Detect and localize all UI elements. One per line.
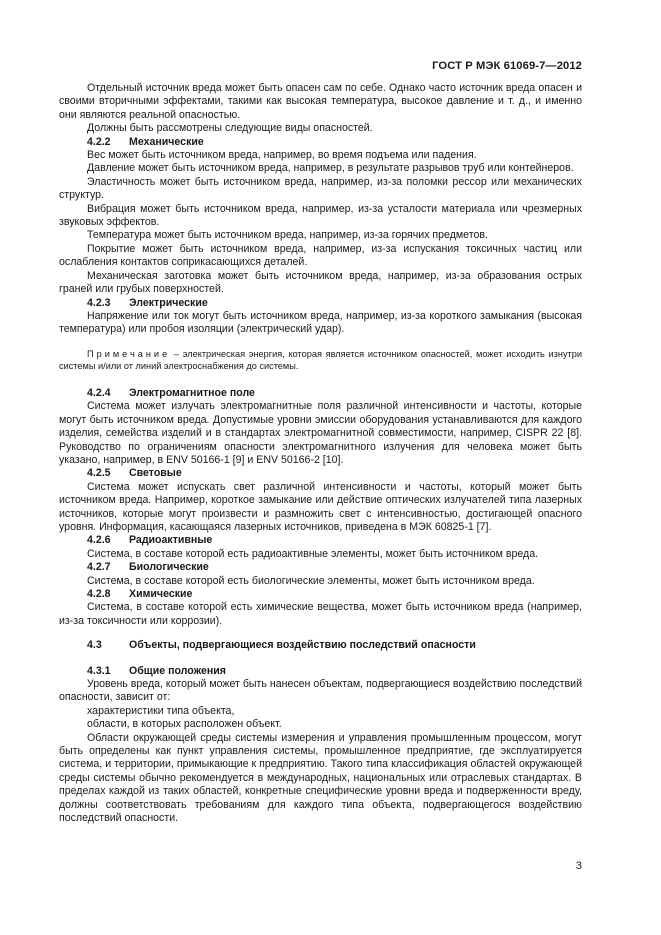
section-title: Химические [129,588,193,600]
note-label: Примечание [87,348,171,359]
paragraph: Система, в составе которой есть радиоактивные элементы, может быть источником вреда. [87,547,539,560]
paragraph: Эластичность может быть источником вреда, например, из-за поломки рессор или механических структур. [59,175,582,202]
paragraph: Система, в составе которой есть химические вещества, может быть источником вреда (например, из-за токсичности или коррозии). [59,601,582,627]
paragraph: Система может испускать свет различной интенсивности и частоты, который может быть источником вреда. Например, короткое замыкание или действие оптических излучателей типа лазерных источников, которые могут произвести и размножить свет с интенсивностью, достигающей опасного уровня. Информация, касающаяся лазерных источников, приведена в МЭК 60825-1 [7]. [59,480,582,533]
section-number: 4.2.6 [87,534,111,547]
paragraph: области, в которых расположен объект. [87,718,282,731]
paragraph: Давление может быть источником вреда, например, в результате разрывов труб или контейнеров. [87,162,574,175]
page-header-standard: ГОСТ Р МЭК 61069-7—2012 [432,60,582,72]
section-number: 4.2.7 [87,561,111,574]
page-number: 3 [575,860,582,872]
paragraph: Температура может быть источником вреда, например, из-за горячих предметов. [87,229,488,242]
section-number: 4.2.3 [87,296,111,309]
subsection-heading [59,467,582,480]
section-number: 4.3.1 [87,664,111,677]
paragraph: Должны быть рассмотрены следующие виды опасностей. [87,122,373,135]
subsection-heading [59,588,582,601]
paragraph: Система может излучать электромагнитные поля различной интенсивности и частоты, которые могут быть источником вреда. Допустимые уровни эмиссии оборудования устанавливаются для каждого изделия, семейства изделий и в стандартах электромагнитной совместимости, например, CISPR 22 [8]. Руководство по ограничениям опасности электромагнитного излучения для человека может быть указано, например, в ENV 50166-1 [9] и ENV 50166-2 [10]. [59,400,582,466]
section-number: 4.2.4 [87,386,111,399]
section-title: Радиоактивные [129,534,213,547]
section-title: Биологические [129,561,209,574]
section-number: 4.2.2 [87,135,111,148]
section-heading [59,639,582,652]
section-title: Электромагнитное поле [129,386,255,399]
paragraph: Области окружающей среды системы измерения и управления промышленным процессом, могут быть определены как пункт управления системы, промышленное предприятие, где эксплуатируется система, и территории, примыкающие к предприятию. Такого типа классификация областей окружающей среды системы обычно рекомендуется в международных, национальных или отраслевых стандартах. В пределах каждой из таких областей, конкретные специфические уровни вреда и подверженности вреду, должны соответствовать требованиям для каждого типа объекта, подвергающегося воздействию последствий опасности. [59,731,582,825]
paragraph: Система, в составе которой есть биологические элементы, может быть источником вреда. [87,574,535,587]
paragraph: Отдельный источник вреда может быть опасен сам по себе. Однако часто источник вреда опасен и своими вторичными эффектами, такими как высокая температура, высокое давление и т. д., и именно они являются реальной опасностью. [59,82,582,121]
paragraph: Напряжение или ток могут быть источником вреда, например, из-за короткого замыкания (высокая температура) или пробоя изоляции (электрический удар). [59,309,582,336]
subsection-heading [59,297,582,310]
subsection-heading [59,561,582,574]
note [59,348,582,373]
section-title: Световые [129,467,182,480]
paragraph: Вес может быть источником вреда, например, во время подъема или падения. [87,149,477,162]
paragraph: характеристики типа объекта, [87,704,235,717]
section-number: 4.3 [87,639,102,652]
subsection-heading [59,136,582,149]
section-number: 4.2.5 [87,467,111,480]
section-title: Электрические [129,296,208,309]
section-title: Механические [129,135,204,148]
document-body [59,82,582,826]
paragraph: Механическая заготовка может быть источником вреда, например, из-за образования острых граней или грубых поверхностей. [59,269,582,296]
paragraph: Уровень вреда, который может быть нанесен объектам, подвергающиеся воздействию последствий опасности, зависит от: [59,678,582,704]
subsection-heading [59,665,582,678]
paragraph: Покрытие может быть источником вреда, например, из-за испускания токсичных частиц или ослабления контактов соприкасающихся деталей. [59,242,582,269]
section-number: 4.2.8 [87,588,111,600]
subsection-heading [59,534,582,547]
note-text: – электрическая энергия, которая является источником опасностей, может исходить изнутри системы и/или от линий электроснабжения до системы. [59,348,582,372]
section-title: Общие положения [129,664,226,677]
paragraph: Вибрация может быть источником вреда, например, из-за усталости материала или чрезмерных звуковых эффектов. [59,202,582,229]
subsection-heading [59,387,582,400]
section-title: Объекты, подвергающиеся воздействию последствий опасности [129,639,476,652]
